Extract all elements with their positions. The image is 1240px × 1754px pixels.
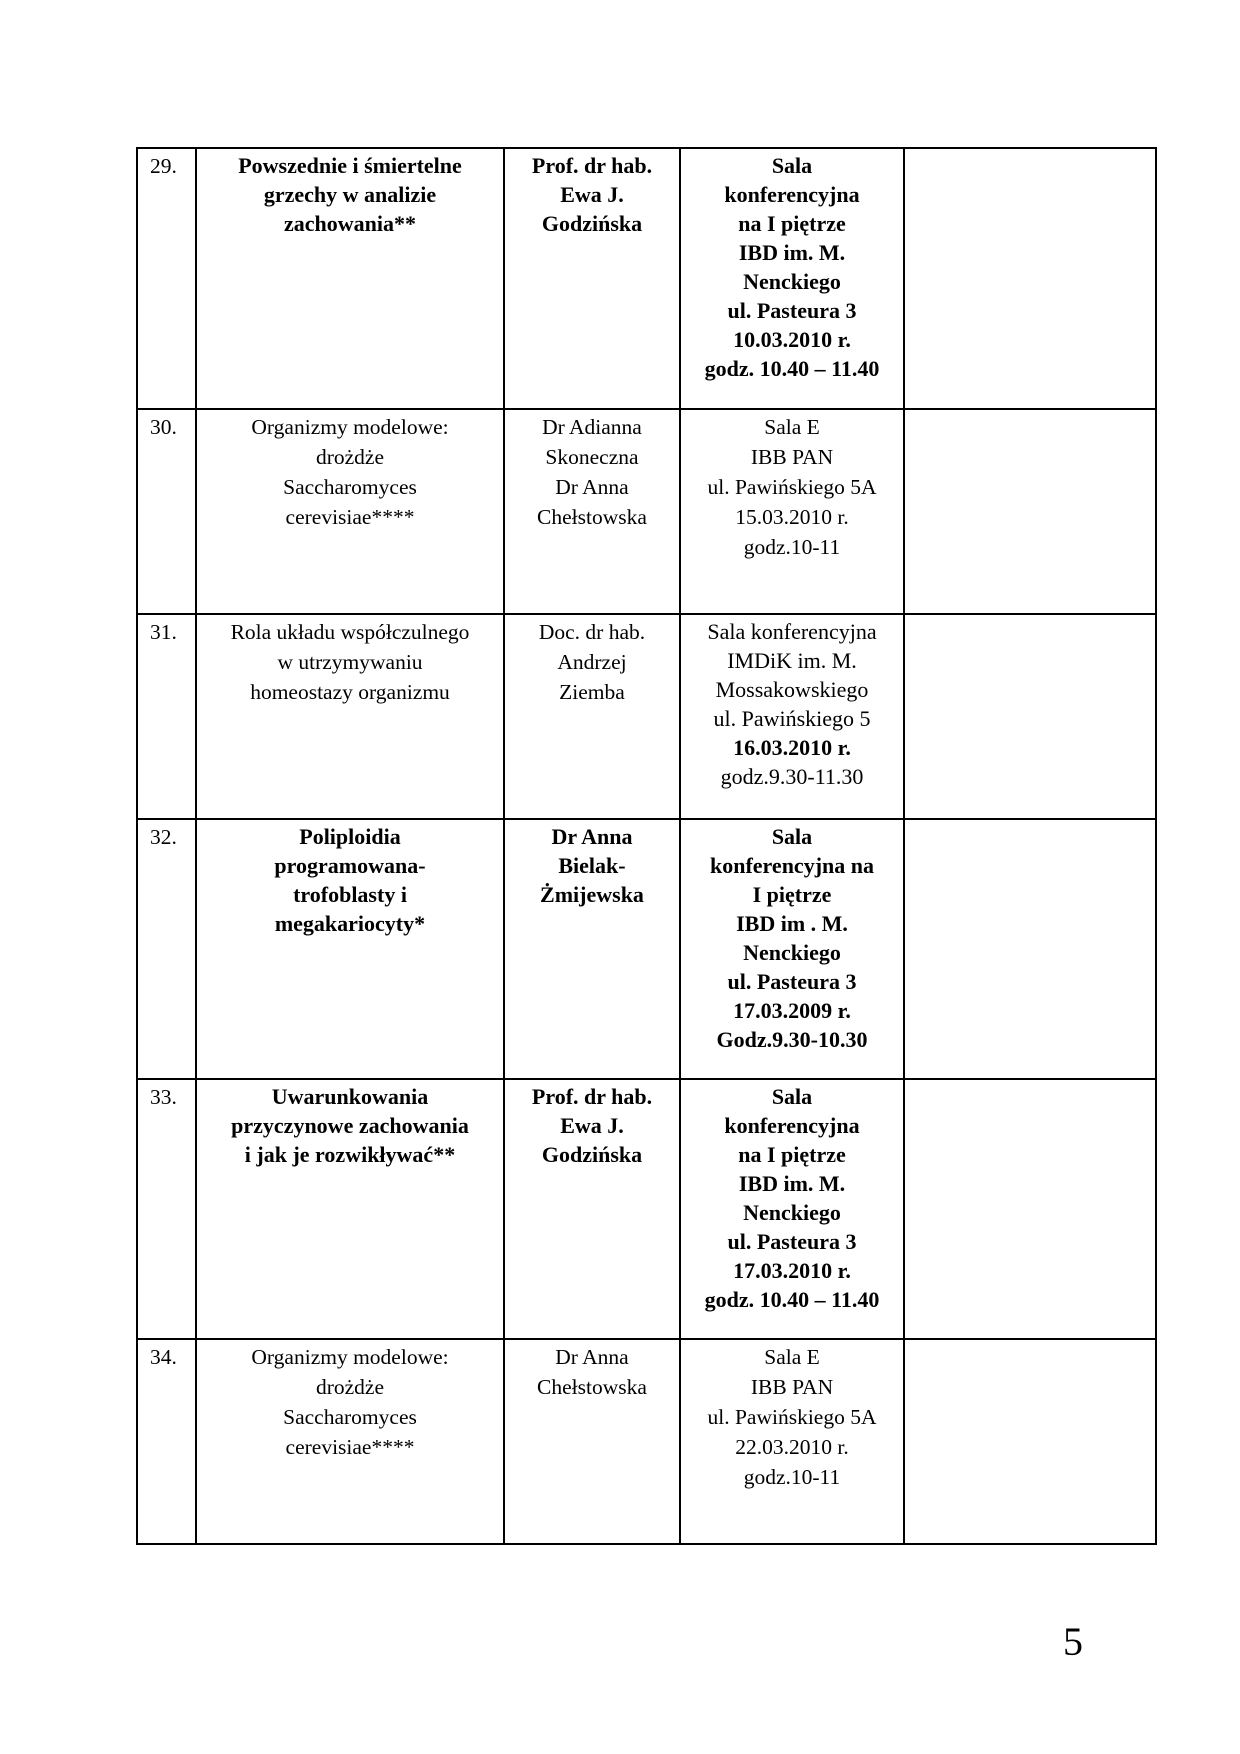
table-row — [137, 1079, 1156, 1339]
place-line: ul. Pawińskiego 5A — [707, 1405, 877, 1429]
place-line: I piętrze — [752, 882, 832, 907]
lecturer-line: Dr Adianna — [542, 415, 642, 439]
title-line: Uwarunkowania — [271, 1084, 429, 1109]
place-line: godz. 10.40 – 11.40 — [704, 356, 880, 381]
lecturer — [504, 409, 680, 614]
lecturer-line: Dr Anna — [555, 475, 629, 499]
place-line: Sala E — [764, 1345, 820, 1369]
place-line: Sala E — [764, 415, 820, 439]
place-line: IBD im. M. — [738, 1171, 846, 1196]
lecturer-line: Ewa J. — [560, 182, 624, 207]
notes-cell — [904, 1339, 1156, 1544]
row-number: 31. — [137, 614, 196, 819]
lecturer-line: Żmijewska — [540, 882, 644, 907]
lecture-title — [196, 614, 504, 819]
lecturer-line: Dr Anna — [555, 1345, 629, 1369]
place-line: ul. Pawińskiego 5 — [713, 706, 871, 731]
title-line: cerevisiae**** — [285, 1435, 415, 1459]
title-line: Organizmy modelowe: — [251, 415, 449, 439]
place-line: Mossakowskiego — [715, 677, 869, 702]
place-and-time — [680, 1079, 904, 1339]
place-line: Nenckiego — [743, 269, 841, 294]
place-line: Sala konferencyjna — [707, 619, 877, 644]
lecturer-line: Bielak- — [558, 853, 626, 878]
place-and-time — [680, 409, 904, 614]
table-row — [137, 148, 1156, 409]
place-line: godz.10-11 — [743, 535, 841, 559]
notes-cell — [904, 409, 1156, 614]
place-line: ul. Pasteura 3 — [727, 969, 857, 994]
table-row — [137, 1339, 1156, 1544]
place-and-time — [680, 148, 904, 409]
place-line: 10.03.2010 r. — [733, 327, 851, 352]
place-line: 17.03.2009 r. — [733, 998, 851, 1023]
title-line: drożdże — [315, 445, 385, 469]
row-number: 33. — [137, 1079, 196, 1339]
table-row — [137, 819, 1156, 1079]
lecturer-line: Andrzej — [557, 650, 627, 674]
place-line: IMDiK im. M. — [727, 648, 857, 673]
lecturer — [504, 1339, 680, 1544]
lecture-title — [196, 409, 504, 614]
title-line: w utrzymywaniu — [277, 650, 423, 674]
place-line: konferencyjna — [724, 1113, 860, 1138]
place-line: IBD im. M. — [738, 240, 846, 265]
place-line: 16.03.2010 r. — [733, 735, 851, 760]
place-line: konferencyjna na — [710, 853, 874, 878]
title-line: trofoblasty i — [293, 882, 407, 907]
lecturer-line: Chełstowska — [537, 1375, 647, 1399]
lecture-title — [196, 1339, 504, 1544]
page-number: 5 — [1063, 1619, 1083, 1664]
title-line: Poliploidia — [299, 824, 401, 849]
row-number: 32. — [137, 819, 196, 1079]
place-line: na I piętrze — [738, 211, 846, 236]
place-line: ul. Pawińskiego 5A — [707, 475, 877, 499]
title-line: Saccharomyces — [283, 475, 417, 499]
lecturer-line: Doc. dr hab. — [538, 620, 646, 644]
title-line: megakariocyty* — [274, 911, 426, 936]
lecture-title — [196, 148, 504, 409]
row-number: 30. — [137, 409, 196, 614]
place-line: Sala — [771, 824, 813, 849]
place-line: IBB PAN — [750, 1375, 834, 1399]
place-line: Nenckiego — [743, 940, 841, 965]
lecturer — [504, 819, 680, 1079]
place-line: konferencyjna — [724, 182, 860, 207]
lecturer-line: Chełstowska — [537, 505, 647, 529]
title-line: i jak je rozwikływać** — [244, 1142, 456, 1167]
schedule-body — [137, 148, 1156, 1544]
title-line: zachowania** — [284, 211, 416, 236]
row-number: 34. — [137, 1339, 196, 1544]
row-number: 29. — [137, 148, 196, 409]
place-and-time — [680, 1339, 904, 1544]
lecturer-line: Godzińska — [541, 1142, 643, 1167]
title-line: Organizmy modelowe: — [251, 1345, 449, 1369]
notes-cell — [904, 148, 1156, 409]
lecture-title — [196, 819, 504, 1079]
place-line: IBB PAN — [750, 445, 834, 469]
place-and-time — [680, 614, 904, 819]
notes-cell — [904, 819, 1156, 1079]
place-line: 22.03.2010 r. — [735, 1435, 849, 1459]
title-line: cerevisiae**** — [285, 505, 415, 529]
place-line: Nenckiego — [743, 1200, 841, 1225]
place-line: Sala — [771, 153, 813, 178]
lecture-schedule-table — [136, 147, 1157, 1545]
title-line: przyczynowe zachowania — [231, 1113, 469, 1138]
lecturer — [504, 1079, 680, 1339]
table-row — [137, 614, 1156, 819]
title-line: programowana- — [274, 853, 426, 878]
place-line: ul. Pasteura 3 — [727, 1229, 857, 1254]
lecturer — [504, 614, 680, 819]
lecturer-line: Ziemba — [559, 680, 625, 704]
lecturer — [504, 148, 680, 409]
title-line: grzechy w analizie — [263, 182, 437, 207]
place-and-time — [680, 819, 904, 1079]
place-line: 17.03.2010 r. — [733, 1258, 851, 1283]
lecture-title — [196, 1079, 504, 1339]
title-line: drożdże — [315, 1375, 385, 1399]
title-line: Powszednie i śmiertelne — [238, 153, 462, 178]
place-line: godz.10-11 — [743, 1465, 841, 1489]
lecturer-line: Ewa J. — [560, 1113, 624, 1138]
lecturer-line: Prof. dr hab. — [531, 153, 653, 178]
notes-cell — [904, 1079, 1156, 1339]
title-line: Rola układu współczulnego — [230, 620, 470, 644]
title-line: homeostazy organizmu — [250, 680, 450, 704]
lecturer-line: Skoneczna — [545, 445, 639, 469]
place-line: godz.9.30-11.30 — [720, 764, 864, 789]
place-line: IBD im . M. — [736, 911, 848, 936]
place-line: ul. Pasteura 3 — [727, 298, 857, 323]
lecturer-line: Prof. dr hab. — [531, 1084, 653, 1109]
title-line: Saccharomyces — [283, 1405, 417, 1429]
place-line: 15.03.2010 r. — [735, 505, 849, 529]
place-line: na I piętrze — [738, 1142, 846, 1167]
place-line: godz. 10.40 – 11.40 — [704, 1287, 880, 1312]
table-row — [137, 409, 1156, 614]
place-line: Godz.9.30-10.30 — [716, 1027, 868, 1052]
place-line: Sala — [771, 1084, 813, 1109]
notes-cell — [904, 614, 1156, 819]
lecturer-line: Godzińska — [541, 211, 643, 236]
lecturer-line: Dr Anna — [551, 824, 633, 849]
